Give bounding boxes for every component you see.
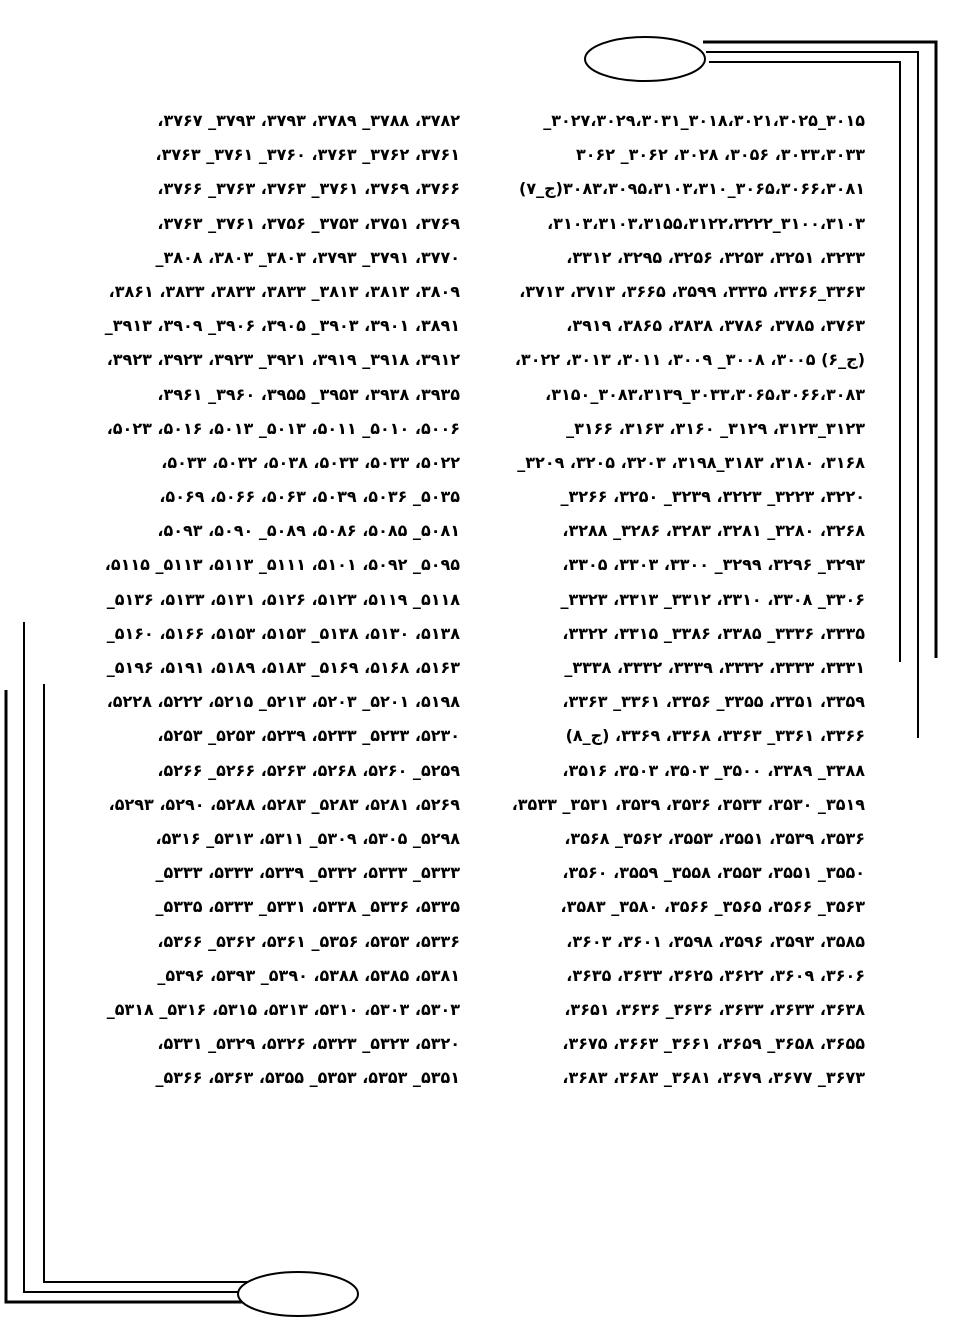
text-line: ۵۰۲۲، ۵۰۳۳، ۵۰۳۳، ۵۰۳۸، ۵۰۳۲، ۵۰۳۳، bbox=[161, 452, 460, 472]
text-line: ۳۷۶۱، ۳۷۶۲_ ۳۷۶۳، ۳۷۶۰_ ۳۷۶۱_ ۳۷۶۳، bbox=[155, 145, 460, 165]
text-line: ۳۲۲۰، ۳۲۲۳_ ۳۲۲۳، ۳۲۳۹_ ۳۲۵۰، ۳۲۶۶_ bbox=[560, 487, 865, 507]
text-line: ۵۳۲۰، ۵۳۲۳_ ۵۳۲۳، ۵۳۲۶، ۵۳۲۹_ ۵۳۳۱، bbox=[157, 1034, 460, 1054]
text-line: (ج_۶) ۳۰۰۵، ۳۰۰۸_ ۳۰۰۹، ۳۰۱۱، ۳۰۱۳، ۳۰۲۲، bbox=[514, 350, 865, 370]
text-line: ۳۹۱۲، ۳۹۱۸_ ۳۹۱۹، ۳۹۲۱_ ۳۹۲۳، ۳۹۲۳، ۳۹۲۳، bbox=[106, 350, 460, 370]
text-line: ۳۸۰۹، ۳۸۱۳، ۳۸۱۳_ ۳۸۳۳، ۳۸۳۳، ۳۸۳۳، ۳۸۶۱، bbox=[108, 281, 460, 301]
text-line: ۳۶۵۵، ۳۶۵۸_ ۳۶۵۹، ۳۶۶۱_ ۳۶۶۳، ۳۶۷۵، bbox=[562, 1034, 865, 1054]
text-line: ۳۳۳۵، ۳۳۳۶_ ۳۳۸۵، ۳۳۸۶_ ۳۳۱۵، ۳۳۲۲، bbox=[562, 623, 865, 643]
text-line: ۳۱۶۸، ۳۱۸۰، ۳۱۸۳_۳۱۹۸، ۳۲۰۳، ۳۲۰۵، ۳۲۰۹_ bbox=[517, 452, 865, 472]
text-line: ۳۳۵۹، ۳۳۵۱، ۳۳۵۵_ ۳۳۵۶، ۳۳۶۱_ ۳۳۶۳، bbox=[562, 692, 865, 712]
left-column bbox=[80, 104, 460, 1095]
text-line: ۳۷۷۰، ۳۷۹۱_ ۳۷۹۳، ۳۸۰۳_ ۳۸۰۳، ۳۸۰۸_ bbox=[155, 247, 460, 267]
text-line: ۳۷۶۳، ۳۷۸۵، ۳۷۸۶، ۳۸۳۸، ۳۸۶۵، ۳۹۱۹، bbox=[566, 316, 865, 336]
text-line: ۵۰۳۵_ ۵۰۳۶، ۵۰۳۹، ۵۰۶۳، ۵۰۶۶، ۵۰۶۹، bbox=[159, 487, 460, 507]
text-line: ۳۶۳۸، ۳۶۳۳، ۳۶۳۳، ۳۶۳۶_ ۳۶۳۶، ۳۶۵۱، bbox=[564, 999, 865, 1019]
text-line: ۵۱۱۸_ ۵۱۱۹، ۵۱۲۳، ۵۱۲۶، ۵۱۳۱، ۵۱۳۳، ۵۱۳۶_ bbox=[106, 589, 460, 609]
text-line: ۵۳۰۳، ۵۳۰۳، ۵۳۱۰، ۵۳۱۳، ۵۳۱۵، ۵۳۱۶_ ۵۳۱۸_ bbox=[106, 999, 460, 1019]
text-line: ۳۰۳۳،۳۰۳۳، ۳۰۵۶، ۳۰۲۸، ۳۰۶۲_ ۳۰۶۲ bbox=[576, 145, 865, 165]
text-line: ۳۳۶۶، ۳۳۶۱_ ۳۳۶۳، ۳۳۶۸، ۳۳۶۹، (ج_۸) bbox=[565, 726, 865, 746]
text-line: ۳۳۶۳_۳۳۶۶، ۳۳۳۵، ۳۵۹۹، ۳۶۶۵، ۳۷۱۳، ۳۷۱۳، bbox=[519, 281, 865, 301]
text-line: ۳۹۳۵، ۳۹۳۸، ۳۹۵۳_ ۳۹۵۵، ۳۹۶۰_ ۳۹۶۱، bbox=[157, 384, 460, 404]
text-line: ۵۲۳۰، ۵۲۳۳_ ۵۲۳۳، ۵۲۳۹، ۵۲۵۳_ ۵۲۵۳، bbox=[157, 726, 460, 746]
text-line: ۵۲۶۹، ۵۲۸۱، ۵۲۸۳_ ۵۲۸۳، ۵۲۸۸، ۵۲۹۰، ۵۲۹۳، bbox=[108, 794, 460, 814]
text-line: ۵۳۸۱، ۵۳۸۵، ۵۳۸۸، ۵۳۹۰_ ۵۳۹۳، ۵۳۹۶_ bbox=[157, 965, 460, 985]
text-line: ۵۱۳۸، ۵۱۳۰، ۵۱۳۸_ ۵۱۵۳، ۵۱۵۳، ۵۱۶۶، ۵۱۶۰_ bbox=[106, 623, 460, 643]
text-line: ۳۱۲۳_۳۱۲۳، ۳۱۲۹_ ۳۱۶۰، ۳۱۶۳، ۳۱۶۶_ bbox=[566, 418, 865, 438]
text-line: ۳۳۰۶_ ۳۳۰۸، ۳۳۱۰، ۳۳۱۲_ ۳۳۱۳، ۳۳۲۳_ bbox=[560, 589, 865, 609]
text-line: ۳۲۶۸، ۳۲۸۰_ ۳۲۸۱، ۳۲۸۳، ۳۲۸۶_ ۳۲۸۸، bbox=[562, 521, 865, 541]
text-line: ۳۸۹۱، ۳۹۰۱، ۳۹۰۳_ ۳۹۰۵، ۳۹۰۶_ ۳۹۰۹، ۳۹۱۳_ bbox=[104, 316, 460, 336]
text-line: ۳۶۷۳_ ۳۶۷۷، ۳۶۷۹، ۳۶۸۱_ ۳۶۸۳، ۳۶۸۳، bbox=[562, 1068, 865, 1088]
text-line: ۳۶۰۶، ۳۶۰۹، ۳۶۲۲، ۳۶۲۵، ۳۶۳۳، ۳۶۳۵، bbox=[566, 965, 865, 985]
text-line: ۳۵۳۶، ۳۵۳۹، ۳۵۵۱، ۳۵۵۳، ۳۵۶۲_ ۳۵۶۸، bbox=[564, 828, 865, 848]
text-line: ۵۱۶۳، ۵۱۶۸، ۵۱۶۹_ ۵۱۸۳، ۵۱۸۹، ۵۱۹۱، ۵۱۹۶_ bbox=[106, 658, 460, 677]
text-line: ۵۰۰۶، ۵۰۱۰_ ۵۰۱۱، ۵۰۱۳_ ۵۰۱۳، ۵۰۱۶، ۵۰۲۳، bbox=[106, 418, 460, 438]
text-line: ۳۵۸۵، ۳۵۹۳، ۳۵۹۶، ۳۵۹۸، ۳۶۰۱، ۳۶۰۳، bbox=[566, 931, 865, 951]
text-line: ۳۰۳۳،۳۰۶۵،۳۰۶۶،۳۰۸۳_۳۰۸۳،۳۱۳۹_۳۱۵۰، bbox=[545, 384, 865, 404]
text-line: ۳۲۹۳_ ۳۲۹۶، ۳۲۹۹_ ۳۳۰۰، ۳۳۰۳، ۳۳۰۵، bbox=[562, 555, 865, 575]
text-line: ۳۵۶۳_ ۳۵۶۶، ۳۵۶۵_ ۳۵۶۶، ۳۵۸۰_ ۳۵۸۳، bbox=[560, 897, 865, 917]
text-line: ۵۳۵۱_ ۵۳۵۳، ۵۳۵۳_ ۵۳۵۵، ۵۳۶۳، ۵۳۶۶_ bbox=[155, 1068, 460, 1088]
text-line: ۵۲۹۸_ ۵۳۰۵، ۵۳۰۹_ ۵۳۱۱، ۵۳۱۳_ ۵۳۱۶، bbox=[155, 828, 460, 848]
text-line: ۳۷۶۹، ۳۷۵۱، ۳۷۵۳_ ۳۷۵۶، ۳۷۶۱_ ۳۷۶۳، bbox=[157, 213, 460, 233]
text-line: ۵۱۹۸، ۵۲۰۱_ ۵۲۰۳، ۵۲۱۳_ ۵۲۱۵، ۵۲۲۲، ۵۲۲۸، bbox=[106, 692, 460, 712]
text-line: ۵۳۳۵، ۵۳۳۶_ ۵۳۳۸، ۵۳۳۱_ ۵۳۳۳، ۵۳۳۵_ bbox=[155, 897, 460, 917]
text-line: ۳۱۰۰،۳۱۰۳_۳۱۰۳،۳۱۰۳،۳۱۵۵،۳۱۲۲،۳۲۲۲، bbox=[547, 213, 865, 233]
text-line: ۵۰۸۱_ ۵۰۸۵، ۵۰۸۶، ۵۰۸۹_ ۵۰۹۰، ۵۰۹۳، bbox=[157, 521, 460, 541]
text-line: ۵۳۳۳_ ۵۳۳۳، ۵۳۳۲_ ۵۳۳۹، ۵۳۳۳، ۵۳۳۳_ bbox=[155, 863, 460, 883]
text-line: ۳۳۸۸_ ۳۳۸۹، ۳۵۰۰_ ۳۵۰۳، ۳۵۰۳، ۳۵۱۶، bbox=[562, 760, 865, 780]
text-line: ۳۳۳۱، ۳۳۳۳، ۳۳۳۲، ۳۳۳۹، ۳۳۳۲، ۳۳۳۸_ bbox=[564, 658, 865, 677]
right-column bbox=[485, 104, 865, 1095]
text-line: ۳۵۵۰_ ۳۵۵۱، ۳۵۵۳، ۳۵۵۸_ ۳۵۵۹، ۳۵۶۰، bbox=[562, 863, 865, 883]
text-line: ۳۰۱۵_۳۰۱۸،۳۰۲۱،۳۰۲۵_۳۰۲۷،۳۰۲۹،۳۰۳۱_ bbox=[543, 111, 865, 130]
text-line: ۳۷۶۶، ۳۷۶۹، ۳۷۶۱_ ۳۷۶۳، ۳۷۶۳_ ۳۷۶۶، bbox=[157, 179, 460, 199]
text-line: ۳۵۱۹_ ۳۵۳۰، ۳۵۳۳، ۳۵۳۶، ۳۵۳۹، ۳۵۳۱_ ۳۵۳۳، bbox=[511, 794, 865, 814]
text-line: ۵۲۵۹_ ۵۲۶۰، ۵۲۶۸، ۵۲۶۳، ۵۲۶۶_ ۵۲۶۶، bbox=[157, 760, 460, 780]
text-line: ۳۲۳۳، ۳۲۵۱، ۳۲۵۳، ۳۲۵۶، ۳۲۹۵، ۳۳۱۲، bbox=[566, 247, 865, 267]
text-line: ۵۳۳۶، ۵۳۵۳، ۵۳۵۶_ ۵۳۶۱، ۵۳۶۲_ ۵۳۶۶، bbox=[157, 931, 460, 951]
text-line: ۵۰۹۵_ ۵۰۹۲، ۵۱۰۱، ۵۱۱۱_ ۵۱۱۳، ۵۱۱۳_ ۵۱۱۵، bbox=[104, 555, 460, 575]
text-line: ۳۰۶۵،۳۰۶۶،۳۰۸۱_۳۰۸۳،۳۰۹۵،۳۱۰۳،۳۱۰(ج_۷) bbox=[519, 179, 865, 199]
text-line: ۳۷۸۲، ۳۷۸۸_ ۳۷۸۹، ۳۷۹۳، ۳۷۹۳_ ۳۷۶۷، bbox=[157, 111, 460, 130]
